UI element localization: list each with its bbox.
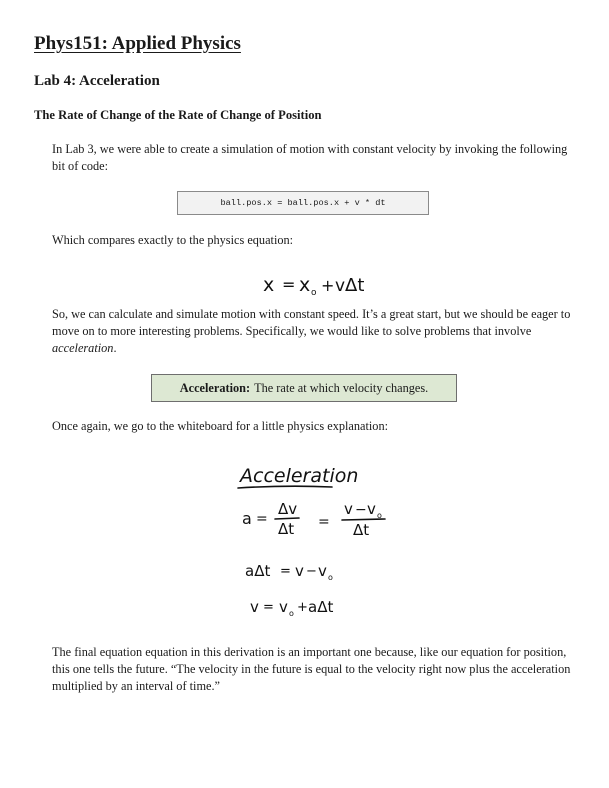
wb-line3-rest: aΔt [308, 598, 334, 616]
wb-a: a [242, 509, 252, 528]
wb-num2-sub: o [377, 511, 382, 520]
definition-box [151, 374, 457, 402]
whiteboard-heading: Acceleration [240, 465, 359, 487]
intro-paragraph: In Lab 3, we were able to create a simulation of motion with constant velocity by invoking the following bit of code: [52, 142, 568, 173]
wb-line2-v0: v [318, 562, 327, 580]
wb-line3-sub: o [289, 609, 294, 618]
wb-line2-v: v [295, 562, 304, 580]
wb-line2-eq: = [280, 564, 291, 579]
eq-x0: x [299, 274, 311, 296]
motion-period: . [113, 341, 117, 355]
motion-text: So, we can calculate and simulate motion with constant speed. It’s a great start, but we should be eager to move on to more interesting problems. Specifically, we would like to solve problems that involve [52, 307, 571, 338]
wb-line3-v0: v [279, 598, 288, 616]
eq-x: x [263, 274, 275, 296]
wb-num2-minus: − [355, 502, 367, 518]
eq-x0-sub: o [311, 288, 317, 298]
position-equation [258, 270, 368, 298]
course-title: Phys151: Applied Physics [34, 33, 241, 54]
compare-paragraph: Which compares exactly to the physics equation: [52, 233, 294, 247]
section-title: The Rate of Change of the Rate of Change of Position [34, 108, 322, 122]
wb-den2: Δt [353, 521, 370, 539]
wb-num2-v0: v [367, 500, 376, 518]
wb-line2-minus: − [306, 564, 317, 579]
definition-text: The rate at which velocity changes. [254, 380, 429, 395]
whiteboard-paragraph: Once again, we go to the whiteboard for a little physics explanation: [52, 419, 389, 433]
wb-line3-plus: + [297, 600, 308, 615]
lab-title: Lab 4: Acceleration [34, 73, 160, 89]
eq-equals: = [282, 275, 296, 294]
wb-num2-v: v [344, 500, 353, 518]
definition-term: Acceleration: [179, 380, 251, 395]
wb-eq2: = [318, 514, 330, 530]
wb-den1: Δt [278, 520, 295, 538]
wb-eq1: = [256, 511, 268, 527]
code-snippet: ball.pos.x = ball.pos.x + v * dt [177, 191, 429, 215]
acceleration-emphasis: acceleration [52, 341, 114, 355]
wb-num1: Δv [278, 500, 298, 518]
wb-line3-lhs: v [250, 598, 259, 616]
eq-plus: + [321, 276, 335, 295]
fraction-bar-1 [275, 518, 299, 519]
fraction-bar-2 [342, 519, 385, 520]
wb-line3-eq: = [263, 600, 274, 615]
conclusion-paragraph: The final equation equation in this derivation is an important one because, like our equation for position, this one tells the future. “The velocity in the future is equal to the velocity right now plus the acceleration multiplied by an interval of time.” [52, 645, 571, 693]
wb-line2-lhs: aΔt [245, 562, 271, 580]
wb-line2-sub: o [328, 573, 333, 582]
eq-v: v [335, 276, 346, 296]
motion-paragraph [52, 306, 580, 357]
eq-dt: Δt [345, 275, 365, 296]
heading-underline-stroke [238, 486, 332, 488]
whiteboard-derivation [236, 458, 396, 623]
